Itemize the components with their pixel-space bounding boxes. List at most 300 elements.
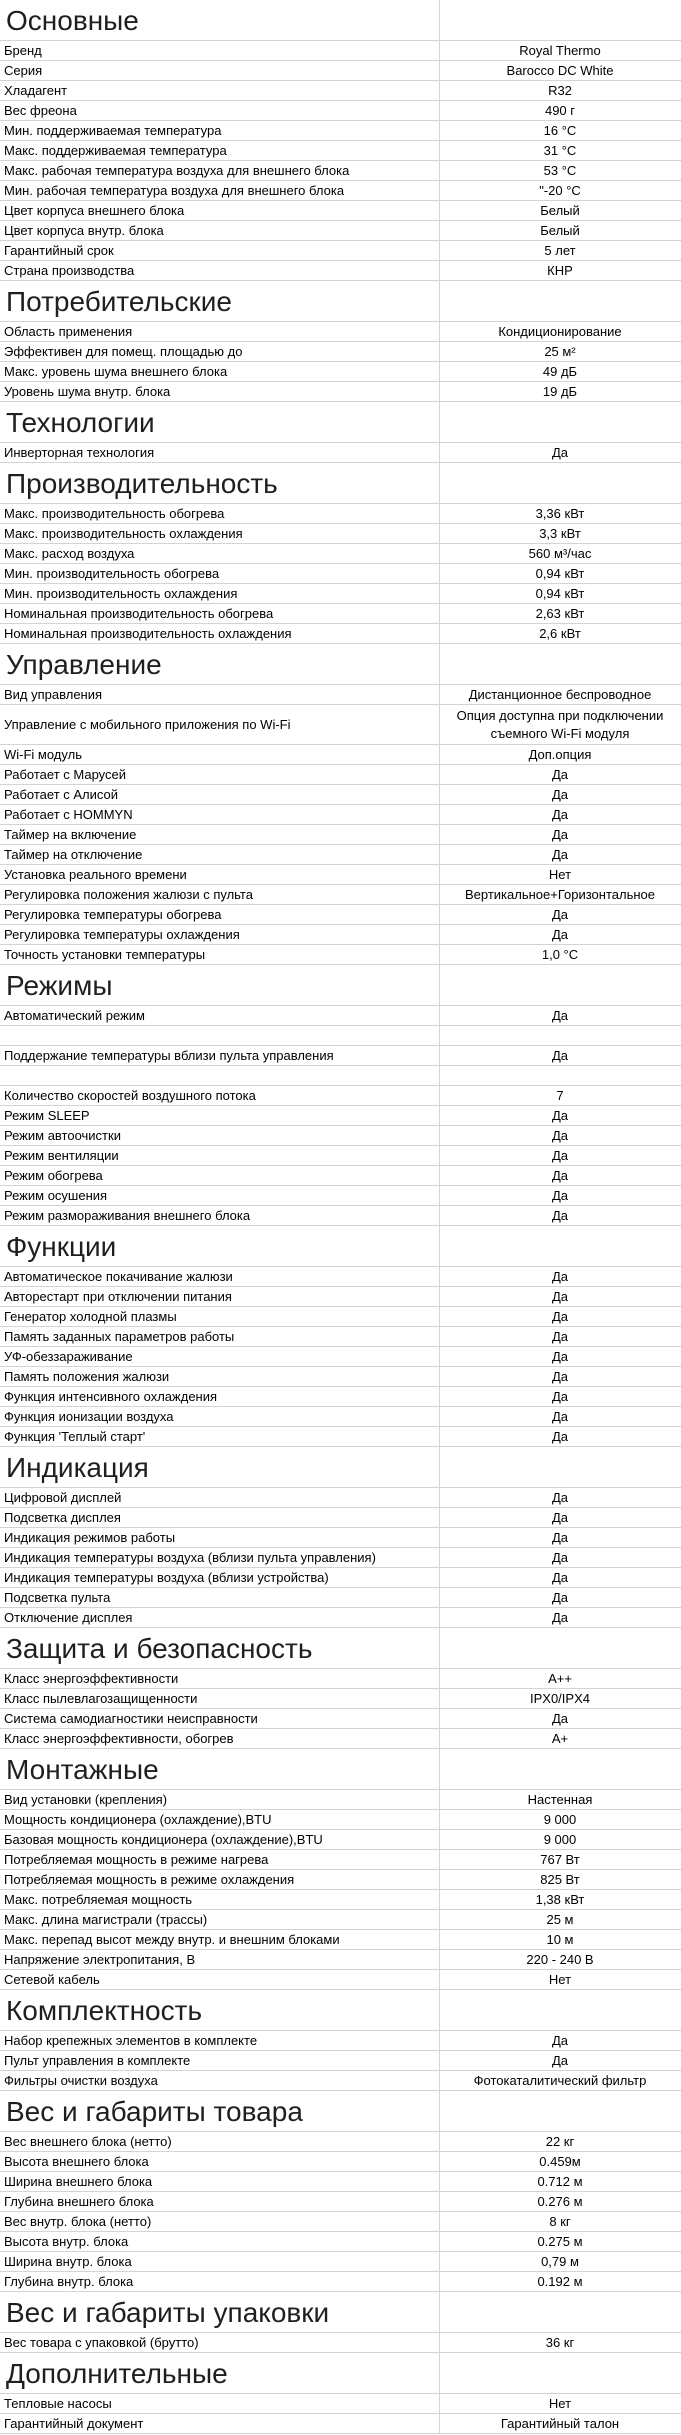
spec-label: Регулировка положения жалюзи с пульта xyxy=(0,885,440,904)
spec-value: 0.712 м xyxy=(537,2174,583,2189)
spec-label: Гарантийный документ xyxy=(0,2414,440,2433)
spec-row xyxy=(0,1669,681,1689)
spec-value: Да xyxy=(551,2033,569,2048)
spec-value: "-20 °C xyxy=(539,183,581,198)
spec-label: Высота внешнего блока xyxy=(0,2152,440,2171)
spec-label: Индикация температуры воздуха (вблизи пульта управления) xyxy=(0,1548,440,1567)
spec-label: Мин. производительность охлаждения xyxy=(0,584,440,603)
spec-row xyxy=(0,2192,681,2212)
spec-label: Функция 'Теплый старт' xyxy=(0,1427,440,1446)
spec-label: УФ-обеззараживание xyxy=(0,1347,440,1366)
spec-row xyxy=(0,61,681,81)
spec-value: Да xyxy=(551,1289,569,1304)
spec-row xyxy=(0,2031,681,2051)
spec-value: Опция доступна при подключении съемного Wi-Fi модуля xyxy=(456,708,664,741)
spec-label: Режим размораживания внешнего блока xyxy=(0,1206,440,1225)
section-title: Функции xyxy=(0,1226,440,1266)
spec-row xyxy=(0,705,681,745)
spec-value: Да xyxy=(551,1108,569,1123)
spec-value: 1,38 кВт xyxy=(535,1892,585,1907)
spec-row xyxy=(0,2232,681,2252)
section-title: Монтажные xyxy=(0,1749,440,1789)
spec-label: Работает с Марусей xyxy=(0,765,440,784)
spec-row xyxy=(0,1046,681,1066)
spec-label: Мин. поддерживаемая температура xyxy=(0,121,440,140)
spec-label: Вес внешнего блока (нетто) xyxy=(0,2132,440,2151)
spec-row xyxy=(0,765,681,785)
spec-row xyxy=(0,945,681,965)
spec-label: Вес фреона xyxy=(0,101,440,120)
spec-label: Режим SLEEP xyxy=(0,1106,440,1125)
spec-row xyxy=(0,504,681,524)
spec-label: Режим осушения xyxy=(0,1186,440,1205)
spec-row xyxy=(0,544,681,564)
spec-row xyxy=(0,1930,681,1950)
spec-row xyxy=(0,221,681,241)
spec-row xyxy=(0,2394,681,2414)
spec-row xyxy=(0,382,681,402)
spec-value: 1,0 °C xyxy=(541,947,579,962)
spec-label: Вид управления xyxy=(0,685,440,704)
spec-value: Да xyxy=(551,1188,569,1203)
spec-label: Режим автоочистки xyxy=(0,1126,440,1145)
spec-label: Количество скоростей воздушного потока xyxy=(0,1086,440,1105)
spec-row xyxy=(0,1528,681,1548)
section-title: Комплектность xyxy=(0,1990,440,2030)
section-title: Режимы xyxy=(0,965,440,1005)
spec-label: Таймер на отключение xyxy=(0,845,440,864)
spec-row xyxy=(0,1287,681,1307)
spec-label: Мощность кондиционера (охлаждение),BTU xyxy=(0,1810,440,1829)
spec-value xyxy=(440,1026,680,1045)
spec-value: Да xyxy=(551,1550,569,1565)
spec-row xyxy=(0,2172,681,2192)
spec-value: Нет xyxy=(548,2396,572,2411)
spec-row xyxy=(0,1066,681,1086)
spec-label: Режим вентиляции xyxy=(0,1146,440,1165)
spec-value: Да xyxy=(551,1429,569,1444)
spec-label: Макс. перепад высот между внутр. и внешним блоками xyxy=(0,1930,440,1949)
spec-row xyxy=(0,1186,681,1206)
spec-row xyxy=(0,2132,681,2152)
spec-label: Управление с мобильного приложения по Wi-Fi xyxy=(0,705,440,744)
spec-row xyxy=(0,241,681,261)
section-header xyxy=(0,2353,681,2394)
spec-value: Нет xyxy=(548,867,572,882)
spec-row xyxy=(0,624,681,644)
spec-label: Область применения xyxy=(0,322,440,341)
spec-row xyxy=(0,1327,681,1347)
spec-value: A++ xyxy=(548,1671,572,1686)
spec-row xyxy=(0,1267,681,1287)
spec-label: Функция ионизации воздуха xyxy=(0,1407,440,1426)
spec-row xyxy=(0,1588,681,1608)
section-title: Индикация xyxy=(0,1447,440,1487)
spec-row xyxy=(0,1830,681,1850)
spec-label: Цифровой дисплей xyxy=(0,1488,440,1507)
spec-value: Да xyxy=(551,1490,569,1505)
spec-label: Генератор холодной плазмы xyxy=(0,1307,440,1326)
spec-label: Номинальная производительность обогрева xyxy=(0,604,440,623)
spec-value: 3,36 кВт xyxy=(535,506,585,521)
spec-row xyxy=(0,1367,681,1387)
spec-value: A+ xyxy=(551,1731,569,1746)
spec-row xyxy=(0,1427,681,1447)
spec-value: Да xyxy=(551,1409,569,1424)
spec-label: Регулировка температуры охлаждения xyxy=(0,925,440,944)
spec-row xyxy=(0,1689,681,1709)
spec-value: Да xyxy=(551,827,569,842)
spec-value: R32 xyxy=(548,83,572,98)
spec-value: 0.459м xyxy=(539,2154,581,2169)
section-title: Вес и габариты товара xyxy=(0,2091,440,2131)
spec-value: Белый xyxy=(540,203,580,218)
spec-label: Индикация режимов работы xyxy=(0,1528,440,1547)
spec-label xyxy=(0,1066,440,1085)
spec-value: Белый xyxy=(540,223,580,238)
spec-value: 0.275 м xyxy=(537,2234,583,2249)
spec-row xyxy=(0,261,681,281)
spec-label: Установка реального времени xyxy=(0,865,440,884)
spec-value: 5 лет xyxy=(544,243,576,258)
spec-value: 16 °C xyxy=(543,123,577,138)
spec-label: Класс энергоэффективности, обогрев xyxy=(0,1729,440,1748)
spec-value: Настенная xyxy=(527,1792,593,1807)
spec-label: Регулировка температуры обогрева xyxy=(0,905,440,924)
spec-label: Вид установки (крепления) xyxy=(0,1790,440,1809)
spec-value: 9 000 xyxy=(543,1832,577,1847)
spec-label: Подсветка дисплея xyxy=(0,1508,440,1527)
spec-row xyxy=(0,925,681,945)
spec-row xyxy=(0,685,681,705)
spec-row xyxy=(0,845,681,865)
section-title: Управление xyxy=(0,644,440,684)
spec-label: Отключение дисплея xyxy=(0,1608,440,1627)
spec-value: Вертикальное+Горизонтальное xyxy=(464,887,655,902)
spec-row xyxy=(0,604,681,624)
spec-value: Да xyxy=(551,1590,569,1605)
section-header xyxy=(0,1226,681,1267)
spec-label: Таймер на включение xyxy=(0,825,440,844)
spec-value: 560 м³/час xyxy=(528,546,592,561)
spec-value: Да xyxy=(551,1148,569,1163)
spec-value: Да xyxy=(551,767,569,782)
spec-label: Набор крепежных элементов в комплекте xyxy=(0,2031,440,2050)
spec-value: 53 °C xyxy=(543,163,577,178)
spec-label: Макс. расход воздуха xyxy=(0,544,440,563)
spec-value: Да xyxy=(551,1008,569,1023)
spec-value: Да xyxy=(551,1048,569,1063)
spec-value: 0,79 м xyxy=(541,2254,579,2269)
spec-row xyxy=(0,1890,681,1910)
spec-row xyxy=(0,101,681,121)
spec-value: 3,3 кВт xyxy=(539,526,581,541)
spec-label: Фильтры очистки воздуха xyxy=(0,2071,440,2090)
spec-value: Да xyxy=(551,1309,569,1324)
spec-row xyxy=(0,161,681,181)
spec-row xyxy=(0,81,681,101)
spec-value: 0,94 кВт xyxy=(535,566,585,581)
spec-row xyxy=(0,181,681,201)
spec-label: Мин. рабочая температура воздуха для внешнего блока xyxy=(0,181,440,200)
spec-row xyxy=(0,805,681,825)
spec-label: Функция интенсивного охлаждения xyxy=(0,1387,440,1406)
spec-value: 8 кг xyxy=(549,2214,571,2229)
spec-value: 31 °C xyxy=(543,143,577,158)
spec-value: Да xyxy=(551,1349,569,1364)
spec-label: Мин. производительность обогрева xyxy=(0,564,440,583)
spec-value: 490 г xyxy=(544,103,576,118)
spec-label: Бренд xyxy=(0,41,440,60)
spec-row xyxy=(0,1790,681,1810)
section-header xyxy=(0,281,681,322)
spec-value: Да xyxy=(551,2053,569,2068)
section-header xyxy=(0,463,681,504)
spec-value: 49 дБ xyxy=(542,364,578,379)
spec-row xyxy=(0,2333,681,2353)
spec-value: 825 Вт xyxy=(540,1872,580,1887)
section-title: Дополнительные xyxy=(0,2353,440,2393)
spec-row xyxy=(0,785,681,805)
spec-label: Режим обогрева xyxy=(0,1166,440,1185)
spec-label: Работает с HOMMYN xyxy=(0,805,440,824)
spec-value: Да xyxy=(551,1168,569,1183)
section-title: Защита и безопасность xyxy=(0,1628,440,1668)
spec-label: Память заданных параметров работы xyxy=(0,1327,440,1346)
spec-label: Макс. производительность обогрева xyxy=(0,504,440,523)
section-header xyxy=(0,1990,681,2031)
spec-label: Автоматическое покачивание жалюзи xyxy=(0,1267,440,1286)
section-title: Потребительские xyxy=(0,281,440,321)
section-header xyxy=(0,644,681,685)
spec-row xyxy=(0,1307,681,1327)
spec-row xyxy=(0,1729,681,1749)
spec-row xyxy=(0,322,681,342)
section-header xyxy=(0,1749,681,1790)
spec-label: Подсветка пульта xyxy=(0,1588,440,1607)
spec-value: Да xyxy=(551,1530,569,1545)
spec-label: Класс энергоэффективности xyxy=(0,1669,440,1688)
spec-row xyxy=(0,362,681,382)
spec-label: Макс. уровень шума внешнего блока xyxy=(0,362,440,381)
spec-row xyxy=(0,865,681,885)
spec-value: 7 xyxy=(556,1088,564,1103)
spec-value: Да xyxy=(551,1369,569,1384)
spec-label: Макс. длина магистрали (трассы) xyxy=(0,1910,440,1929)
spec-row xyxy=(0,2252,681,2272)
spec-value: Да xyxy=(551,1269,569,1284)
section-header xyxy=(0,2091,681,2132)
spec-label: Точность установки температуры xyxy=(0,945,440,964)
spec-row xyxy=(0,1488,681,1508)
spec-row xyxy=(0,1006,681,1026)
spec-value: Да xyxy=(551,1329,569,1344)
spec-label: Система самодиагностики неисправности xyxy=(0,1709,440,1728)
spec-row xyxy=(0,1146,681,1166)
spec-label: Напряжение электропитания, В xyxy=(0,1950,440,1969)
spec-value: 0,94 кВт xyxy=(535,586,585,601)
spec-row xyxy=(0,2071,681,2091)
section-header xyxy=(0,0,681,41)
spec-row xyxy=(0,1548,681,1568)
spec-row xyxy=(0,1126,681,1146)
spec-value: Barocco DC White xyxy=(506,63,614,78)
spec-label: Сетевой кабель xyxy=(0,1970,440,1989)
spec-label: Wi-Fi модуль xyxy=(0,745,440,764)
spec-row xyxy=(0,1608,681,1628)
spec-label: Высота внутр. блока xyxy=(0,2232,440,2251)
spec-row xyxy=(0,905,681,925)
section-header xyxy=(0,1628,681,1669)
spec-value: Да xyxy=(551,1510,569,1525)
spec-value: Да xyxy=(551,445,569,460)
spec-label: Глубина внутр. блока xyxy=(0,2272,440,2291)
spec-value: 0.276 м xyxy=(537,2194,583,2209)
spec-label: Серия xyxy=(0,61,440,80)
spec-label: Вес внутр. блока (нетто) xyxy=(0,2212,440,2231)
spec-value: Кондиционирование xyxy=(498,324,622,339)
spec-value: Да xyxy=(551,907,569,922)
section-header xyxy=(0,402,681,443)
spec-row xyxy=(0,141,681,161)
spec-row xyxy=(0,1387,681,1407)
spec-value: Нет xyxy=(548,1972,572,1987)
spec-value: Да xyxy=(551,1711,569,1726)
spec-row xyxy=(0,1347,681,1367)
spec-value: Да xyxy=(551,1570,569,1585)
spec-row xyxy=(0,885,681,905)
spec-value: 25 м xyxy=(546,1912,574,1927)
spec-value xyxy=(440,1066,680,1085)
spec-label: Память положения жалюзи xyxy=(0,1367,440,1386)
spec-label: Класс пылевлагозащищенности xyxy=(0,1689,440,1708)
section-title: Технологии xyxy=(0,402,440,442)
spec-value: 36 кг xyxy=(545,2335,575,2350)
spec-label: Потребляемая мощность в режиме нагрева xyxy=(0,1850,440,1869)
spec-row xyxy=(0,121,681,141)
spec-label: Базовая мощность кондиционера (охлаждение),BTU xyxy=(0,1830,440,1849)
spec-label: Уровень шума внутр. блока xyxy=(0,382,440,401)
spec-label: Тепловые насосы xyxy=(0,2394,440,2413)
spec-label: Потребляемая мощность в режиме охлаждения xyxy=(0,1870,440,1889)
spec-row xyxy=(0,201,681,221)
spec-row xyxy=(0,1568,681,1588)
spec-row xyxy=(0,2414,681,2434)
spec-value: 2,6 кВт xyxy=(539,626,581,641)
spec-label: Инверторная технология xyxy=(0,443,440,462)
spec-label: Глубина внешнего блока xyxy=(0,2192,440,2211)
spec-label: Индикация температуры воздуха (вблизи устройства) xyxy=(0,1568,440,1587)
spec-row xyxy=(0,825,681,845)
spec-label: Макс. производительность охлаждения xyxy=(0,524,440,543)
spec-value: 0.192 м xyxy=(537,2274,583,2289)
spec-label: Поддержание температуры вблизи пульта управления xyxy=(0,1046,440,1065)
spec-row xyxy=(0,41,681,61)
spec-label: Макс. рабочая температура воздуха для внешнего блока xyxy=(0,161,440,180)
spec-value: IPX0/IPX4 xyxy=(530,1691,590,1706)
spec-label: Вес товара с упаковкой (брутто) xyxy=(0,2333,440,2352)
spec-row xyxy=(0,745,681,765)
spec-row xyxy=(0,1508,681,1528)
spec-row xyxy=(0,1870,681,1890)
spec-row xyxy=(0,1206,681,1226)
spec-row xyxy=(0,1407,681,1427)
spec-row xyxy=(0,342,681,362)
spec-value: Дистанционное беспроводное xyxy=(468,687,652,702)
spec-row xyxy=(0,584,681,604)
spec-row xyxy=(0,1970,681,1990)
spec-value: Да xyxy=(551,847,569,862)
spec-value: Да xyxy=(551,927,569,942)
spec-row xyxy=(0,443,681,463)
spec-row xyxy=(0,524,681,544)
spec-row xyxy=(0,1709,681,1729)
spec-value: Да xyxy=(551,1389,569,1404)
spec-label: Цвет корпуса внешнего блока xyxy=(0,201,440,220)
spec-row xyxy=(0,2152,681,2172)
spec-row xyxy=(0,1166,681,1186)
spec-row xyxy=(0,1106,681,1126)
spec-row xyxy=(0,564,681,584)
spec-label xyxy=(0,1026,440,1045)
spec-label: Эффективен для помещ. площадью до xyxy=(0,342,440,361)
spec-row xyxy=(0,2272,681,2292)
section-title: Основные xyxy=(0,0,440,40)
spec-value: 10 м xyxy=(546,1932,574,1947)
spec-label: Пульт управления в комплекте xyxy=(0,2051,440,2070)
spec-label: Номинальная производительность охлаждения xyxy=(0,624,440,643)
spec-value: 19 дБ xyxy=(542,384,578,399)
spec-row xyxy=(0,2212,681,2232)
spec-value: Да xyxy=(551,1208,569,1223)
section-header xyxy=(0,2292,681,2333)
spec-label: Страна производства xyxy=(0,261,440,280)
spec-label: Цвет корпуса внутр. блока xyxy=(0,221,440,240)
spec-value: Royal Thermo xyxy=(519,43,601,58)
spec-row xyxy=(0,1910,681,1930)
spec-row xyxy=(0,1950,681,1970)
spec-value: 220 - 240 В xyxy=(526,1952,594,1967)
spec-value: Да xyxy=(551,787,569,802)
spec-row xyxy=(0,1810,681,1830)
spec-value: Гарантийный талон xyxy=(500,2416,620,2431)
spec-label: Макс. потребляемая мощность xyxy=(0,1890,440,1909)
spec-row xyxy=(0,1086,681,1106)
spec-label: Авторестарт при отключении питания xyxy=(0,1287,440,1306)
spec-label: Хладагент xyxy=(0,81,440,100)
section-title: Производительность xyxy=(0,463,440,503)
spec-row xyxy=(0,2051,681,2071)
spec-label: Макс. поддерживаемая температура xyxy=(0,141,440,160)
spec-value: Да xyxy=(551,1610,569,1625)
section-title: Вес и габариты упаковки xyxy=(0,2292,440,2332)
spec-value: 22 кг xyxy=(545,2134,575,2149)
spec-value: 2,63 кВт xyxy=(535,606,585,621)
spec-value: 25 м² xyxy=(544,344,576,359)
section-header xyxy=(0,965,681,1006)
spec-row xyxy=(0,1850,681,1870)
spec-label: Работает с Алисой xyxy=(0,785,440,804)
spec-label: Ширина внутр. блока xyxy=(0,2252,440,2271)
spec-value: Доп.опция xyxy=(528,747,592,762)
spec-label: Ширина внешнего блока xyxy=(0,2172,440,2191)
spec-value: Да xyxy=(551,807,569,822)
spec-label: Гарантийный срок xyxy=(0,241,440,260)
spec-value: Фотокаталитический фильтр xyxy=(473,2073,647,2088)
spec-label: Автоматический режим xyxy=(0,1006,440,1025)
spec-value: КНР xyxy=(547,263,573,278)
spec-value: 767 Вт xyxy=(540,1852,580,1867)
